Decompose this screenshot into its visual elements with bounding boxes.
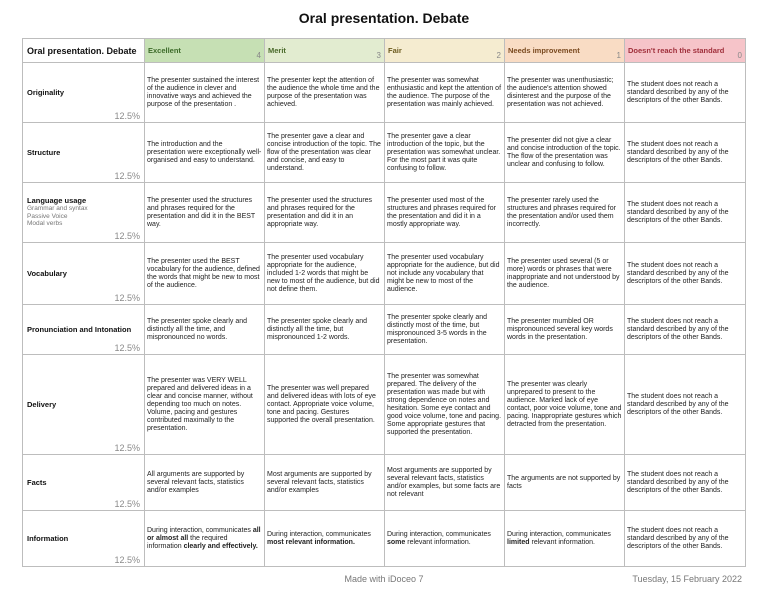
footer-made-with: Made with iDoceo 7 — [344, 574, 424, 584]
criterion-subitem: Grammar and syntax — [27, 205, 88, 213]
descriptor-cell[interactable]: The presenter spoke clearly and distinctly all the time, and mispronounced no words. — [145, 305, 265, 355]
descriptor-cell[interactable]: The presenter was clearly unprepared to present to the audience. Marked lack of eye contact, poor voice volume, tone and pacing. Inappropriate gestures which detracted from the presentation. — [505, 355, 625, 455]
descriptor-cell[interactable]: The arguments are not supported by facts — [505, 455, 625, 511]
level-score: 4 — [256, 51, 261, 60]
descriptor-cell[interactable]: The student does not reach a standard described by any of the descriptors of the other Bands. — [625, 511, 746, 567]
criterion-cell — [23, 183, 145, 243]
level-score: 0 — [737, 51, 742, 60]
level-name: Doesn't reach the standard — [628, 45, 725, 55]
descriptor-cell[interactable]: The student does not reach a standard described by any of the descriptors of the other Bands. — [625, 455, 746, 511]
descriptor-cell[interactable]: The presenter used the BEST vocabulary for the audience, defined the words that might be new to most of the audience. — [145, 243, 265, 305]
descriptor-cell[interactable]: The presenter sustained the interest of the audience in clever and innovative ways and achieved the purpose of the presentation . — [145, 63, 265, 123]
descriptor-cell[interactable]: The presenter kept the attention of the audience the whole time and the purpose of the presentation was achieved. — [265, 63, 385, 123]
criterion-name: Pronunciation and Intonation — [27, 324, 132, 334]
level-score: 3 — [376, 51, 381, 60]
descriptor-cell[interactable]: The presenter used most of the structures and phrases required for the presentation and did it in a mostly appropriate way. — [385, 183, 505, 243]
descriptor-cell[interactable]: The presenter was somewhat prepared. The delivery of the presentation was made but with strong dependence on notes and hesitation. Some eye contact and good voice volume, tone and pacing. Some appropriate gestures that supported the presentation. — [385, 355, 505, 455]
descriptor-cell[interactable]: The student does not reach a standard described by any of the descriptors of the other Bands. — [625, 355, 746, 455]
descriptor-cell[interactable]: The student does not reach a standard described by any of the descriptors of the other Bands. — [625, 183, 746, 243]
criterion-name: Originality — [27, 87, 65, 97]
criterion-name: Language usage — [27, 196, 87, 206]
criterion-weight: 12.5% — [114, 171, 140, 181]
criterion-cell — [23, 243, 145, 305]
level-header — [145, 39, 265, 63]
descriptor-cell[interactable]: Most arguments are supported by several relevant facts, statistics and/or examples — [265, 455, 385, 511]
level-name: Fair — [388, 45, 402, 55]
criterion-weight: 12.5% — [114, 111, 140, 121]
criterion-weight: 12.5% — [114, 443, 140, 453]
descriptor-cell[interactable]: During interaction, communicates all or almost all the required information clearly and effectively. — [145, 511, 265, 567]
descriptor-cell[interactable]: The presenter used the structures and phrases required for the presentation and did it in an appropriate way. — [265, 183, 385, 243]
descriptor-cell[interactable]: The presenter spoke clearly and distinctly all the time, but mispronounced 1-2 words. — [265, 305, 385, 355]
descriptor-cell[interactable]: Most arguments are supported by several relevant facts, statistics and/or examples, but some facts are not relevant — [385, 455, 505, 511]
criterion-row — [23, 305, 746, 355]
descriptor-cell[interactable]: The presenter gave a clear and concise introduction of the topic. The flow of the presentation was clear and concise, and easy to understand. — [265, 123, 385, 183]
descriptor-cell[interactable]: The presenter used several (5 or more) words or phrases that were inappropriate and not understood by the audience. — [505, 243, 625, 305]
criterion-name: Delivery — [27, 399, 57, 409]
descriptor-cell[interactable]: The presenter rarely used the structures and phrases required for the presentation and/or used them incorrectly. — [505, 183, 625, 243]
descriptor-cell[interactable]: The student does not reach a standard described by any of the descriptors of the other Bands. — [625, 123, 746, 183]
criterion-name: Structure — [27, 147, 61, 157]
level-name: Excellent — [148, 45, 181, 55]
descriptor-cell[interactable]: The presenter was unenthusiastic; the audience's attention showed disinterest and the purpose of the presentation was not achieved. — [505, 63, 625, 123]
descriptor-cell[interactable]: The presenter did not give a clear and concise introduction of the topic. The flow of the presentation was unclear and confusing to follow. — [505, 123, 625, 183]
criterion-row — [23, 511, 746, 567]
descriptor-cell[interactable]: The presenter used vocabulary appropriate for the audience, but did not include any vocabulary that might be new to most of the audience. — [385, 243, 505, 305]
criterion-cell — [23, 123, 145, 183]
level-name: Merit — [268, 45, 286, 55]
level-header — [385, 39, 505, 63]
level-header — [265, 39, 385, 63]
descriptor-cell[interactable]: The presenter mumbled OR mispronounced several key words words in the presentation. — [505, 305, 625, 355]
footer-date: Tuesday, 15 February 2022 — [632, 574, 742, 584]
level-score: 2 — [496, 51, 501, 60]
descriptor-cell[interactable]: The introduction and the presentation were exceptionally well-organised and easy to understand. — [145, 123, 265, 183]
criterion-cell — [23, 305, 145, 355]
descriptor-cell[interactable]: The student does not reach a standard described by any of the descriptors of the other Bands. — [625, 243, 746, 305]
page-title: Oral presentation. Debate — [298, 10, 470, 26]
descriptor-cell[interactable]: The presenter used vocabulary appropriate for the audience, included 1-2 words that might be new to most of the audience, but did not define them. — [265, 243, 385, 305]
criterion-row — [23, 243, 746, 305]
descriptor-cell[interactable]: The presenter was well prepared and delivered ideas with lots of eye contact. Appropriate voice volume, tone and pacing. Gestures supported the overall presentation. — [265, 355, 385, 455]
level-name: Needs improvement — [508, 45, 580, 55]
criterion-cell — [23, 455, 145, 511]
criterion-weight: 12.5% — [114, 293, 140, 303]
descriptor-cell[interactable]: The presenter gave a clear introduction of the topic, but the presentation was somewhat unclear. For the most part it was quite confusing to follow. — [385, 123, 505, 183]
criterion-subitem: Passive Voice — [27, 212, 68, 220]
criterion-row — [23, 123, 746, 183]
criterion-row — [23, 355, 746, 455]
rubric-table — [22, 38, 746, 567]
rubric-body — [23, 63, 746, 567]
descriptor-cell[interactable]: The presenter used the structures and phrases required for the presentation and did it in the BEST way. — [145, 183, 265, 243]
descriptor-cell[interactable]: During interaction, communicates most relevant information. — [265, 511, 385, 567]
rubric-name: Oral presentation. Debate — [23, 39, 145, 63]
criterion-cell — [23, 355, 145, 455]
descriptor-cell[interactable]: The student does not reach a standard described by any of the descriptors of the other Bands. — [625, 305, 746, 355]
criterion-subitem: Modal verbs — [27, 220, 63, 228]
criterion-cell — [23, 511, 145, 567]
descriptor-cell[interactable]: The presenter was VERY WELL prepared and delivered ideas in a clear and concise manner, without depending too much on notes. Volume, pacing and gestures contributed maximally to the presentation. — [145, 355, 265, 455]
header-row — [23, 39, 746, 63]
criterion-row — [23, 183, 746, 243]
level-header — [505, 39, 625, 63]
descriptor-cell[interactable]: All arguments are supported by several relevant facts, statistics and/or examples — [145, 455, 265, 511]
descriptor-cell[interactable]: The presenter spoke clearly and distinctly most of the time, but mispronounced 3-5 words in the presentation. — [385, 305, 505, 355]
descriptor-cell[interactable]: The student does not reach a standard described by any of the descriptors of the other Bands. — [625, 63, 746, 123]
criterion-row — [23, 455, 746, 511]
descriptor-cell[interactable]: During interaction, communicates some relevant information. — [385, 511, 505, 567]
descriptor-cell[interactable]: During interaction, communicates limited relevant information. — [505, 511, 625, 567]
criterion-weight: 12.5% — [114, 499, 140, 509]
criterion-weight: 12.5% — [114, 343, 140, 353]
criterion-name: Vocabulary — [27, 268, 67, 278]
criterion-name: Facts — [27, 477, 47, 487]
descriptor-cell[interactable]: The presenter was somewhat enthusiastic and kept the attention of the audience. The purpose of the presentation was mainly achieved. — [385, 63, 505, 123]
criterion-cell — [23, 63, 145, 123]
criterion-name: Information — [27, 533, 69, 543]
criterion-weight: 12.5% — [114, 555, 140, 565]
level-score: 1 — [616, 51, 621, 60]
criterion-weight: 12.5% — [114, 231, 140, 241]
level-header — [625, 39, 746, 63]
criterion-row — [23, 63, 746, 123]
